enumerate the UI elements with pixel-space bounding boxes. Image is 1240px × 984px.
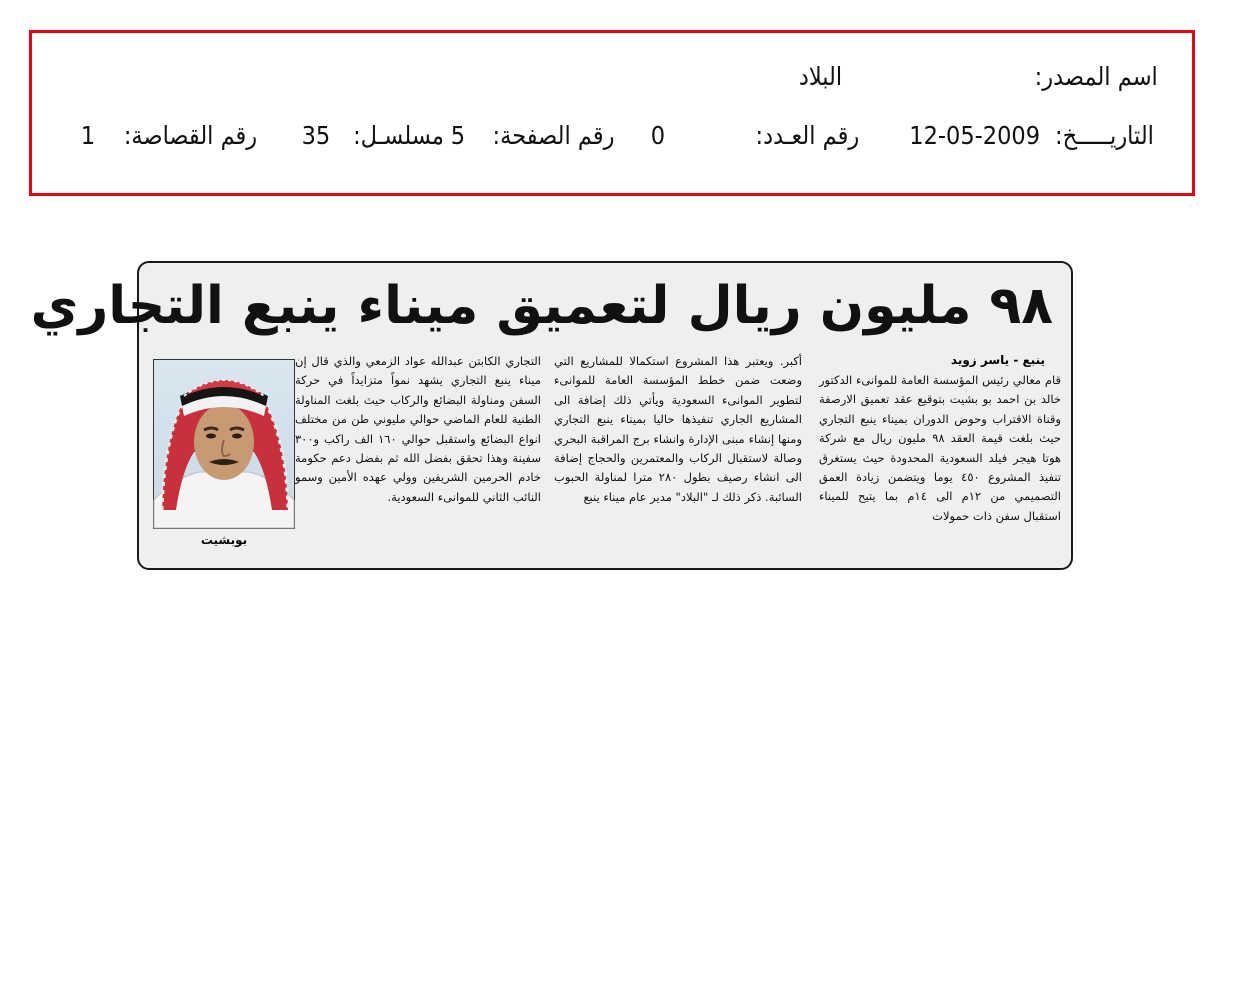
page-label: رقم الصفحة:	[492, 121, 614, 150]
portrait-illustration-icon	[154, 360, 294, 528]
photo-caption: بوبشيت	[200, 533, 248, 547]
article-headline: ٩٨ مليون ريال لتعميق ميناء ينبع التجاري	[30, 276, 1053, 336]
issue-value: 0	[650, 121, 666, 150]
portrait-photo	[153, 359, 295, 529]
source-value: البلاد	[798, 62, 842, 91]
date-label: التاريـــــخ:	[1055, 121, 1154, 150]
clipping-metadata-box	[29, 30, 1195, 196]
clip-label: رقم القصاصة:	[123, 121, 257, 150]
article-byline: ينبع - ياسر زويد	[950, 353, 1045, 367]
serial-value: 35	[301, 121, 331, 150]
article-column-2: أكبر. ويعتبر هذا المشروع استكمالا للمشاريع التي وضعت ضمن خطط المؤسسة العامة للموانىء لتطوير الموانىء السعودية ويأتي ذلك إضافة الى المشاريع الجاري تنفيذها حاليا بميناء ينبع التجاري ومنها إنشاء مبنى الإدارة وانشاء برج المراقبة البحري وصالة لاستقبال الركاب والمعتمرين والحجاج إضافة الى انشاء رصيف بطول ٢٨٠ مترا لمناولة الحبوب السائبة. ذكر ذلك لـ "البلاد" مدير عام ميناء ينبع	[554, 354, 802, 504]
article-clipping	[30, 261, 1073, 570]
source-label: اسم المصدر:	[1034, 62, 1158, 91]
date-value: 12-05-2009	[909, 121, 1041, 150]
article-column-1: قام معالي رئيس المؤسسة العامة للموانىء الدكتور خالد بن احمد بو بشيت بتوقيع عقد تعميق الارصفة وقناة الاقتراب وحوض الدوران بميناء ينبع التجاري حيث بلغت قيمة العقد ٩٨ مليون ريال مع شركة هوتا هيجر فيلد السعودية المحدودة حيث يستغرق تنفيذ المشروع ٤٥٠ يوما ويتضمن زيادة العمق التصميمي من ١٢م الى ١٤م بما يتيح للميناء استقبال سفن ذات حمولات	[819, 373, 1061, 523]
issue-label: رقم العـدد:	[755, 121, 859, 150]
clip-value: 1	[80, 121, 96, 150]
article-column-3: التجاري الكابتن عبدالله عواد الزمعي والذي قال إن ميناء ينبع التجاري يشهد نمواً متزايداً في حركة السفن ومناولة البضائع والركاب حيث بلغت المناولة الطنية للعام الماضي حوالي مليوني طن من مختلف انواع البضائع واستقبل حوالي ١٦٠ الف راكب و٣٠٠ سفينة وهذا تحقق بفضل الله ثم بفضل دعم حكومة خادم الحرمين الشريفين وولي عهده الأمين وسمو النائب الثاني للموانىء السعودية.	[295, 354, 542, 504]
page-value: 5	[450, 121, 466, 150]
serial-label: مسلسـل:	[353, 121, 444, 150]
